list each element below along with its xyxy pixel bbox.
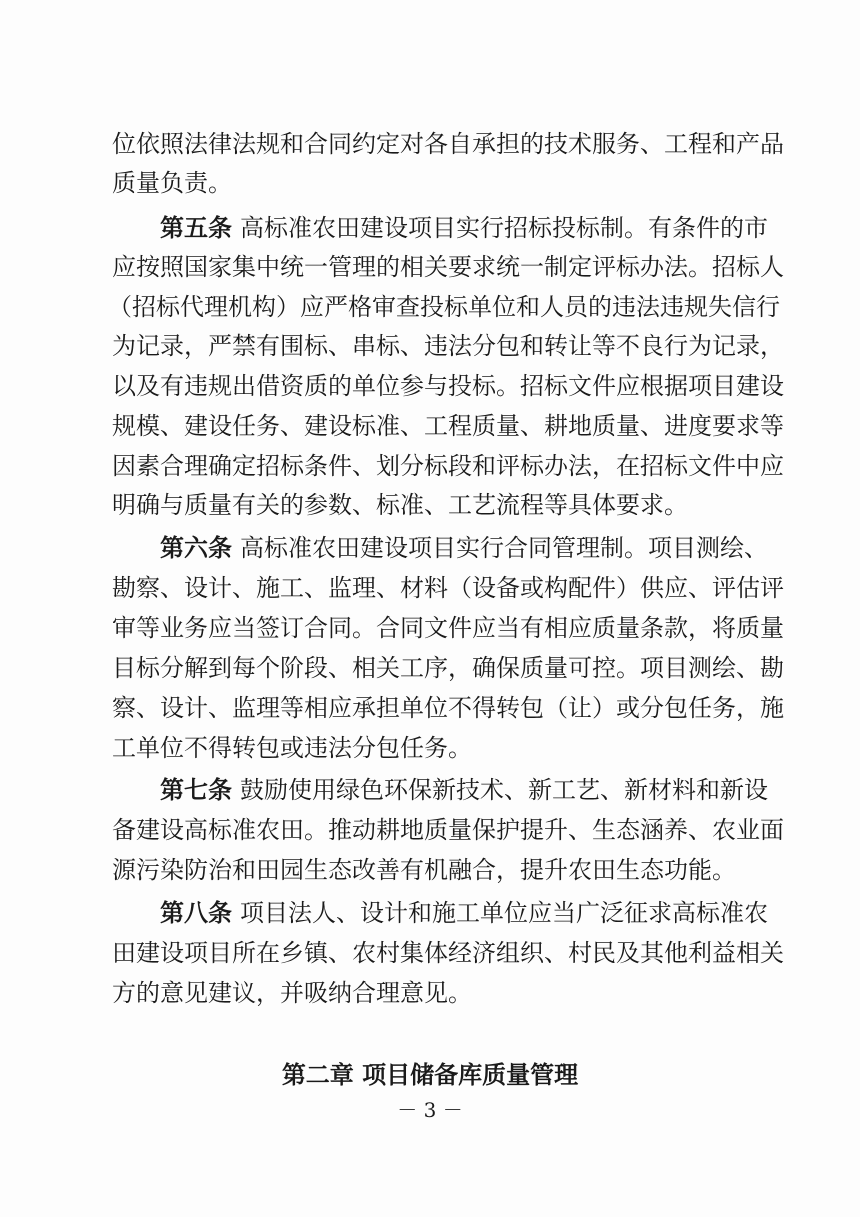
text-line (0, 404, 860, 448)
line-text: 工单位不得转包或违法分包任务。 (112, 734, 472, 762)
text-line (0, 324, 860, 368)
text-line (0, 566, 860, 610)
text-line (0, 161, 860, 205)
line-text: 鼓励使用绿色环保新技术、新工艺、新材料和新设 (240, 776, 768, 804)
line-text: 目标分解到每个阶段、相关工序，确保质量可控。项目测绘、勘 (112, 654, 784, 682)
text-line (0, 848, 860, 892)
text-line (0, 971, 860, 1015)
text-line (0, 122, 860, 166)
text-line (0, 606, 860, 650)
line-text: 因素合理确定招标条件、划分标段和评标办法，在招标文件中应 (112, 452, 784, 480)
article-label: 第五条 (160, 214, 232, 242)
chapter-heading: 第二章 项目储备库质量管理 (281, 1061, 579, 1089)
line-text: 为记录，严禁有围标、串标、违法分包和转让等不良行为记录， (112, 332, 784, 360)
line-text: 明确与质量有关的参数、标准、工艺流程等具体要求。 (112, 491, 688, 519)
line-text: 方的意见建议，并吸纳合理意见。 (112, 979, 472, 1007)
line-text: 位依照法律法规和合同约定对各自承担的技术服务、工程和产品 (112, 130, 784, 158)
line-text: 质量负责。 (112, 169, 232, 197)
article-label: 第七条 (160, 776, 232, 804)
text-line (0, 726, 860, 770)
text-line (0, 245, 860, 289)
line-text: 察、设计、监理等相应承担单位不得转包（让）或分包任务，施 (112, 694, 784, 722)
text-line (0, 931, 860, 975)
line-text: 规模、建设任务、建设标准、工程质量、耕地质量、进度要求等 (112, 412, 784, 440)
line-text: 应按照国家集中统一管理的相关要求统一制定评标办法。招标人 (112, 253, 784, 281)
text-line (0, 646, 860, 690)
line-text: 高标准农田建设项目实行合同管理制。项目测绘、 (240, 534, 768, 562)
line-text: 项目法人、设计和施工单位应当广泛征求高标准农 (240, 899, 768, 927)
line-text: 以及有违规出借资质的单位参与投标。招标文件应根据项目建设 (112, 372, 784, 400)
text-line (0, 285, 860, 329)
text-line (0, 526, 860, 570)
text-line (0, 891, 860, 935)
text-line (0, 364, 860, 408)
text-line (0, 768, 860, 812)
page-number: － 3 － (397, 1098, 463, 1122)
article-label: 第六条 (160, 534, 232, 562)
line-text: 勘察、设计、施工、监理、材料（设备或构配件）供应、评估评 (112, 574, 784, 602)
article-label: 第八条 (160, 899, 232, 927)
line-text: 田建设项目所在乡镇、农村集体经济组织、村民及其他利益相关 (112, 939, 784, 967)
line-text: （招标代理机构）应严格审查投标单位和人员的违法违规失信行 (108, 293, 780, 321)
text-line (0, 206, 860, 250)
line-text: 备建设高标准农田。推动耕地质量保护提升、生态涵养、农业面 (112, 816, 784, 844)
text-line (0, 444, 860, 488)
text-line (0, 686, 860, 730)
text-line (0, 483, 860, 527)
line-text: 源污染防治和田园生态改善有机融合，提升农田生态功能。 (112, 856, 736, 884)
line-text: 高标准农田建设项目实行招标投标制。有条件的市 (240, 214, 768, 242)
text-line (0, 808, 860, 852)
line-text: 审等业务应当签订合同。合同文件应当有相应质量条款，将质量 (112, 614, 784, 642)
